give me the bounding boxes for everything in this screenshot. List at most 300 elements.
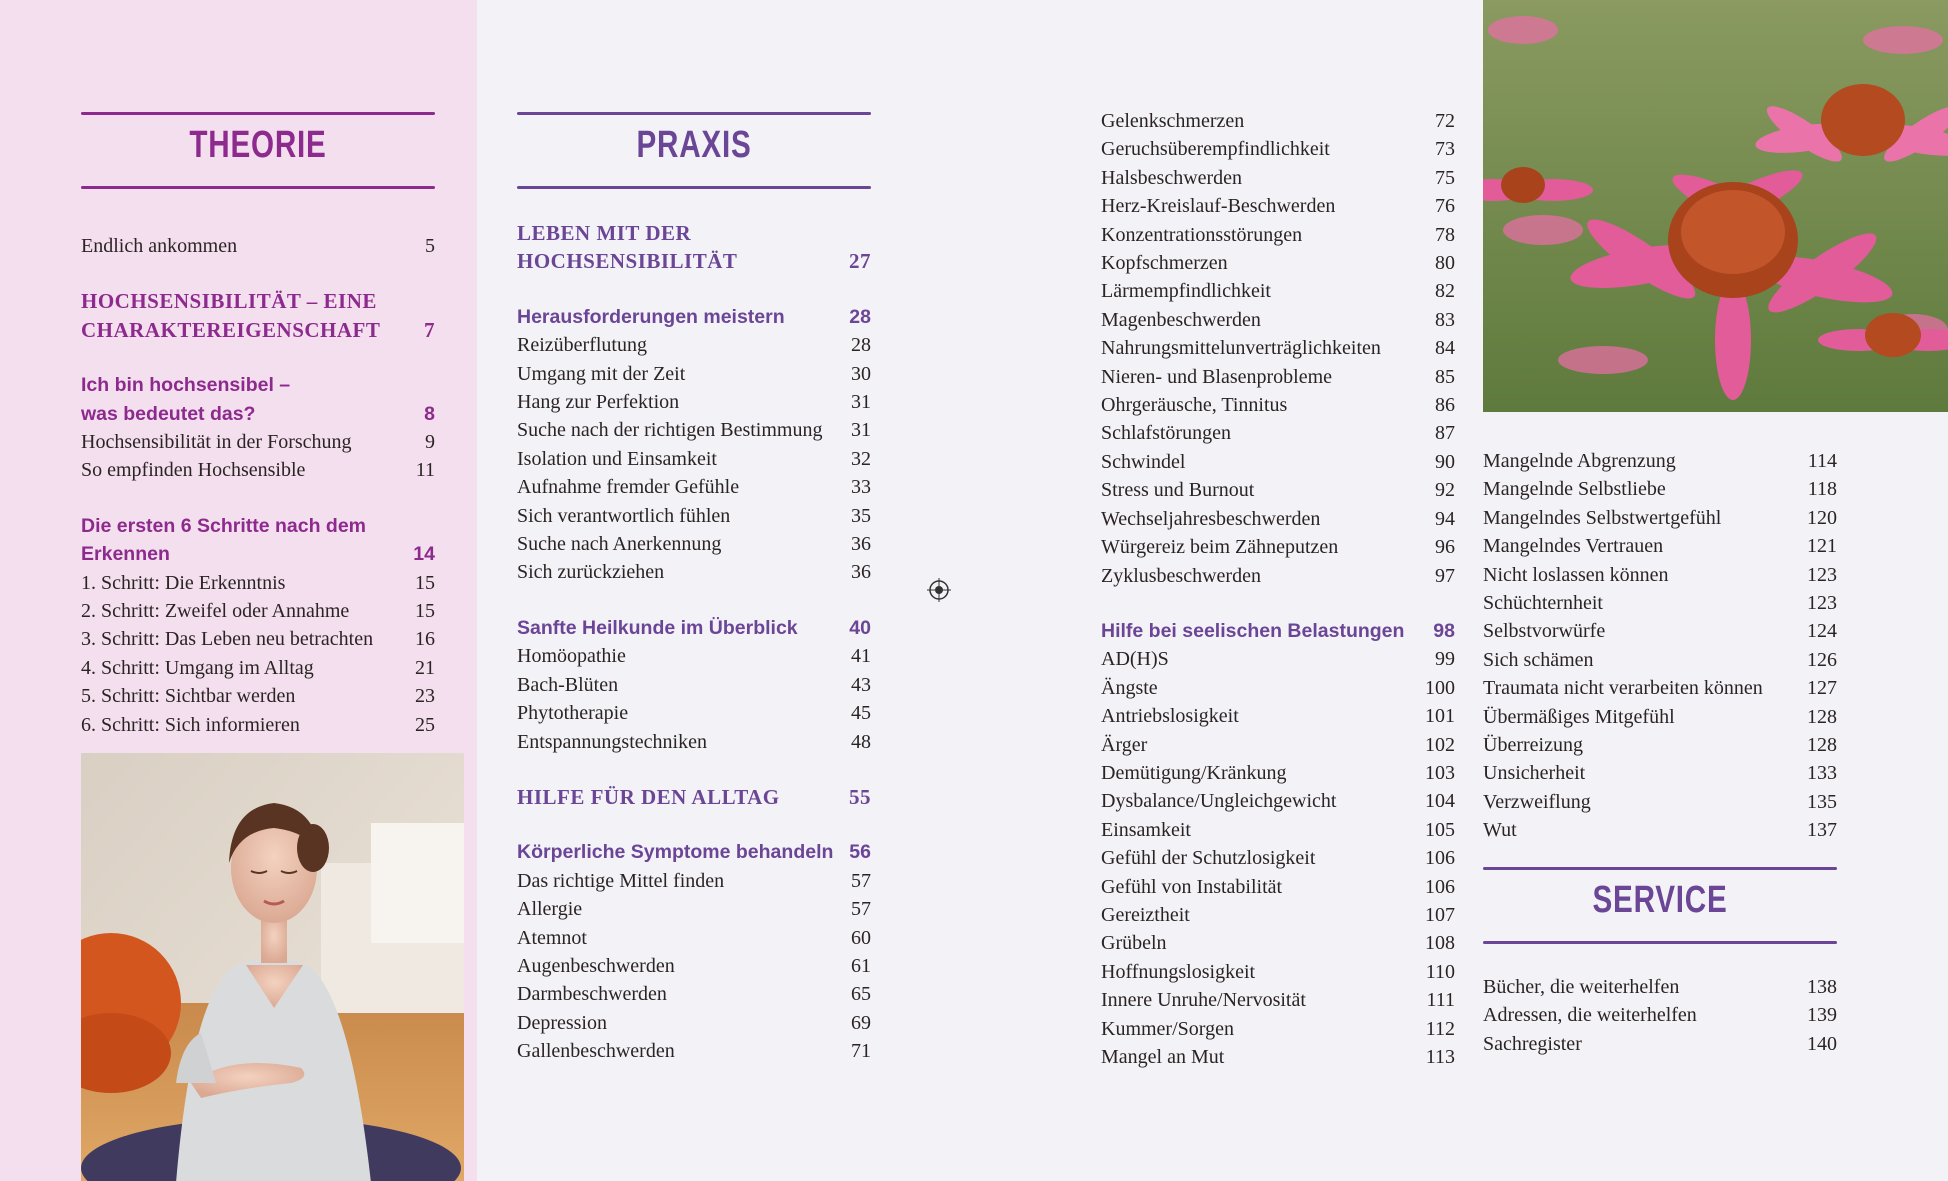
toc-page-number: 28 bbox=[849, 305, 871, 328]
toc-entry[interactable] bbox=[517, 331, 871, 359]
toc-entry[interactable] bbox=[517, 530, 871, 558]
toc-entry-label bbox=[81, 371, 290, 428]
toc-entry[interactable] bbox=[1101, 107, 1455, 135]
toc-page-number: 103 bbox=[1425, 761, 1455, 784]
heading-rule-bottom bbox=[81, 186, 435, 189]
toc-entry-label: Gelenkschmerzen bbox=[1101, 110, 1245, 132]
toc-entry[interactable] bbox=[517, 924, 871, 952]
toc-entry-label: Sich verantwortlich fühlen bbox=[517, 504, 731, 527]
praxis-heading bbox=[517, 112, 871, 222]
toc-page-number: 104 bbox=[1425, 790, 1455, 813]
toc-page-number: 32 bbox=[851, 447, 871, 470]
toc-entry-label: Allergie bbox=[517, 898, 583, 921]
toc-entry-label: Homöopathie bbox=[517, 645, 626, 668]
toc-entry[interactable] bbox=[517, 1009, 871, 1037]
toc-entry[interactable] bbox=[1483, 561, 1837, 589]
toc-entry-label: Adressen, die weiterhelfen bbox=[1483, 1004, 1697, 1027]
toc-entry[interactable] bbox=[517, 558, 871, 586]
toc-entry[interactable] bbox=[1101, 164, 1455, 192]
toc-entry-label: Zyklusbeschwerden bbox=[1101, 564, 1261, 587]
toc-entry[interactable] bbox=[81, 682, 435, 710]
toc-entry-label-line: HOCHSENSIBILITÄT – EINE bbox=[81, 289, 377, 314]
toc-entry[interactable] bbox=[517, 895, 871, 923]
toc-entry-label-line: HOCHSENSIBILITÄT bbox=[517, 249, 738, 274]
toc-entry[interactable] bbox=[1101, 958, 1455, 986]
toc-entry-label: Geruchsüberempfindlichkeit bbox=[1101, 138, 1330, 161]
toc-entry-label: Einsamkeit bbox=[1101, 818, 1191, 841]
toc-page-number: 87 bbox=[1435, 422, 1455, 445]
toc-entry[interactable] bbox=[1483, 759, 1837, 787]
toc-entry[interactable] bbox=[1101, 249, 1455, 277]
praxis-continued-toc-2 bbox=[1483, 447, 1837, 845]
toc-page-number: 133 bbox=[1807, 762, 1837, 785]
toc-page-number: 121 bbox=[1807, 535, 1837, 558]
toc-entry[interactable] bbox=[1483, 646, 1837, 674]
toc-entry-label: 6. Schritt: Sich informieren bbox=[81, 713, 300, 736]
toc-entry[interactable] bbox=[1101, 476, 1455, 504]
toc-entry-label: Magenbeschwerden bbox=[1101, 308, 1261, 331]
toc-entry[interactable] bbox=[1101, 448, 1455, 476]
toc-entry[interactable] bbox=[1101, 334, 1455, 362]
toc-entry-label: Augenbeschwerden bbox=[517, 954, 675, 977]
toc-entry-label: Bücher, die weiterhelfen bbox=[1483, 975, 1680, 998]
toc-entry[interactable] bbox=[1101, 844, 1455, 872]
toc-entry-label bbox=[517, 838, 833, 866]
toc-entry[interactable] bbox=[1101, 986, 1455, 1014]
toc-entry-label: Gefühl von Instabilität bbox=[1101, 875, 1283, 898]
praxis-continued-column bbox=[1101, 107, 1455, 1071]
toc-page-number: 40 bbox=[849, 616, 871, 639]
spacer bbox=[517, 811, 871, 838]
toc-entry-label: Selbstvorwürfe bbox=[1483, 620, 1606, 643]
toc-entry[interactable] bbox=[1101, 221, 1455, 249]
flower-photo bbox=[1483, 0, 1948, 412]
toc-page-number: 5 bbox=[425, 235, 435, 257]
toc-subsection-heading[interactable] bbox=[517, 838, 871, 866]
toc-entry-label: Unsicherheit bbox=[1483, 762, 1586, 785]
toc-entry[interactable] bbox=[81, 569, 435, 597]
toc-entry-label-line: Erkennen bbox=[81, 543, 170, 566]
praxis-continued-toc bbox=[1101, 107, 1455, 1071]
toc-entry-label bbox=[81, 287, 380, 344]
toc-entry[interactable] bbox=[1483, 447, 1837, 475]
toc-page-number: 21 bbox=[415, 656, 435, 679]
toc-page-number: 25 bbox=[415, 713, 435, 736]
heading-rule-top bbox=[517, 112, 871, 115]
toc-entry[interactable] bbox=[81, 456, 435, 484]
toc-entry[interactable] bbox=[1101, 1043, 1455, 1071]
toc-entry-label: 2. Schritt: Zweifel oder Annahme bbox=[81, 600, 350, 623]
toc-entry-label: Mangel an Mut bbox=[1101, 1046, 1225, 1068]
toc-entry[interactable] bbox=[517, 699, 871, 727]
spacer bbox=[1101, 590, 1455, 617]
toc-entry-label: Mangelndes Selbstwertgefühl bbox=[1483, 506, 1722, 529]
toc-chapter-heading[interactable] bbox=[81, 287, 435, 344]
toc-page-number: 78 bbox=[1435, 223, 1455, 246]
toc-page-number: 55 bbox=[849, 784, 871, 809]
toc-entry-label: Nicht loslassen können bbox=[1483, 563, 1669, 586]
toc-entry[interactable] bbox=[81, 232, 435, 260]
toc-entry[interactable] bbox=[1483, 731, 1837, 759]
toc-page-number: 61 bbox=[851, 954, 871, 977]
toc-entry-label: Gefühl der Schutzlosigkeit bbox=[1101, 847, 1316, 870]
toc-entry-label-line: Körperliche Symptome behandeln bbox=[517, 841, 834, 864]
toc-entry[interactable] bbox=[1483, 674, 1837, 702]
praxis-column bbox=[517, 112, 871, 1066]
toc-entry-label: Darmbeschwerden bbox=[517, 983, 667, 1006]
toc-entry-label: Demütigung/Kränkung bbox=[1101, 761, 1287, 784]
toc-entry[interactable] bbox=[517, 867, 871, 895]
meditation-photo bbox=[81, 753, 464, 1181]
toc-entry-label: Antriebslosigkeit bbox=[1101, 705, 1239, 728]
toc-entry-label: Stress und Burnout bbox=[1101, 479, 1255, 502]
toc-entry-label: Aufnahme fremder Gefühle bbox=[517, 476, 740, 499]
toc-entry[interactable] bbox=[1101, 759, 1455, 787]
toc-page-number: 96 bbox=[1435, 536, 1455, 559]
toc-page-number: 28 bbox=[851, 334, 871, 357]
toc-entry-label: Verzweiflung bbox=[1483, 790, 1591, 813]
toc-entry-label: Suche nach der richtigen Bestimmung bbox=[517, 419, 823, 442]
toc-page-number: 111 bbox=[1426, 989, 1455, 1012]
toc-entry[interactable] bbox=[517, 445, 871, 473]
toc-entry-label: Lärmempfindlichkeit bbox=[1101, 280, 1271, 303]
toc-entry[interactable] bbox=[1101, 562, 1455, 590]
toc-page-number: 82 bbox=[1435, 280, 1455, 303]
toc-entry-label: Überreizung bbox=[1483, 734, 1583, 757]
toc-entry-label: Schlafstörungen bbox=[1101, 422, 1231, 445]
toc-entry[interactable] bbox=[1101, 192, 1455, 220]
toc-entry-label-line: Ich bin hochsensibel – bbox=[81, 374, 291, 397]
toc-page-number: 80 bbox=[1435, 252, 1455, 275]
toc-page-number: 107 bbox=[1425, 903, 1455, 926]
spacer bbox=[517, 756, 871, 783]
toc-entry-label: Depression bbox=[517, 1011, 607, 1034]
toc-entry[interactable] bbox=[1483, 973, 1837, 1001]
toc-entry-label: Wechseljahresbeschwerden bbox=[1101, 507, 1321, 530]
toc-page-number: 100 bbox=[1425, 676, 1455, 699]
heading-rule-bottom bbox=[1483, 941, 1837, 944]
toc-page-number: 138 bbox=[1807, 975, 1837, 998]
toc-entry[interactable] bbox=[81, 428, 435, 456]
toc-subsection-heading[interactable] bbox=[517, 614, 871, 642]
toc-entry-label: Kummer/Sorgen bbox=[1101, 1017, 1234, 1040]
section-title: THEORIE bbox=[189, 124, 327, 166]
toc-entry[interactable] bbox=[1101, 702, 1455, 730]
toc-page-number: 135 bbox=[1807, 790, 1837, 813]
toc-page-number: 98 bbox=[1433, 619, 1455, 642]
toc-subsection-heading[interactable] bbox=[1101, 617, 1455, 645]
toc-page-number: 41 bbox=[851, 645, 871, 668]
toc-entry[interactable] bbox=[517, 952, 871, 980]
praxis-toc bbox=[517, 219, 871, 1066]
toc-entry[interactable] bbox=[1101, 731, 1455, 759]
toc-entry-label bbox=[517, 614, 798, 642]
toc-entry-label: Ohrgeräusche, Tinnitus bbox=[1101, 394, 1288, 417]
toc-page-number: 110 bbox=[1425, 960, 1455, 983]
spacer bbox=[81, 485, 435, 512]
toc-page-number: 90 bbox=[1435, 450, 1455, 473]
toc-page-number: 139 bbox=[1807, 1004, 1837, 1027]
toc-page-number: 128 bbox=[1807, 705, 1837, 728]
toc-page-number: 112 bbox=[1425, 1017, 1455, 1040]
toc-entry-label-line: Sanfte Heilkunde im Überblick bbox=[517, 616, 798, 639]
toc-entry[interactable] bbox=[517, 642, 871, 670]
toc-entry[interactable] bbox=[517, 671, 871, 699]
praxis-continued-column-2 bbox=[1483, 447, 1837, 1058]
toc-entry-label: Umgang mit der Zeit bbox=[517, 362, 686, 385]
toc-entry-label: So empfinden Hochsensible bbox=[81, 459, 306, 482]
toc-entry-label bbox=[517, 219, 737, 276]
toc-page-number: 140 bbox=[1807, 1032, 1837, 1055]
toc-entry-label: Phytotherapie bbox=[517, 702, 629, 725]
toc-entry[interactable] bbox=[1483, 475, 1837, 503]
toc-page-number: 105 bbox=[1425, 818, 1455, 841]
toc-page-number: 60 bbox=[851, 926, 871, 949]
toc-page-number: 86 bbox=[1435, 394, 1455, 417]
toc-page-number: 15 bbox=[415, 571, 435, 594]
toc-entry[interactable] bbox=[1483, 1001, 1837, 1029]
toc-entry-label-line: was bedeutet das? bbox=[81, 402, 256, 425]
toc-entry-label: Entspannungstechniken bbox=[517, 730, 707, 753]
toc-entry[interactable] bbox=[1101, 929, 1455, 957]
toc-entry-label: Bach-Blüten bbox=[517, 673, 619, 696]
toc-page-number: 16 bbox=[415, 628, 435, 651]
toc-entry-label: 5. Schritt: Sichtbar werden bbox=[81, 685, 296, 708]
echinacea-flowers-illustration bbox=[1483, 0, 1948, 412]
toc-entry[interactable] bbox=[1101, 533, 1455, 561]
toc-page-number: 23 bbox=[415, 685, 435, 708]
theorie-toc bbox=[81, 232, 435, 739]
toc-entry-label: Mangelndes Vertrauen bbox=[1483, 535, 1664, 558]
toc-page-number: 106 bbox=[1425, 875, 1455, 898]
toc-entry[interactable] bbox=[1483, 788, 1837, 816]
toc-page-number: 14 bbox=[413, 543, 435, 566]
toc-entry-label: Innere Unruhe/Nervosität bbox=[1101, 989, 1306, 1012]
toc-page-number: 71 bbox=[851, 1040, 871, 1063]
toc-page-number: 11 bbox=[415, 459, 435, 482]
toc-entry[interactable] bbox=[1101, 277, 1455, 305]
toc-page-number: 30 bbox=[851, 362, 871, 385]
toc-entry-label: Gallenbeschwerden bbox=[517, 1040, 675, 1063]
service-toc bbox=[1483, 973, 1837, 1058]
toc-page-number: 7 bbox=[424, 317, 435, 342]
toc-page-number: 8 bbox=[424, 402, 435, 425]
toc-entry[interactable] bbox=[1101, 901, 1455, 929]
toc-page-number: 33 bbox=[851, 476, 871, 499]
toc-entry[interactable] bbox=[1483, 617, 1837, 645]
toc-entry-label bbox=[1101, 617, 1404, 645]
toc-page-number: 83 bbox=[1435, 308, 1455, 331]
toc-entry[interactable] bbox=[1483, 1030, 1837, 1058]
toc-entry[interactable] bbox=[1101, 816, 1455, 844]
toc-entry[interactable] bbox=[517, 388, 871, 416]
toc-page-number: 36 bbox=[851, 533, 871, 556]
toc-page-number: 94 bbox=[1435, 507, 1455, 530]
toc-entry-label: Schüchternheit bbox=[1483, 592, 1603, 615]
toc-entry-label: Traumata nicht verarbeiten können bbox=[1483, 677, 1763, 700]
toc-page-number: 101 bbox=[1425, 705, 1455, 728]
toc-subsection-heading[interactable] bbox=[517, 303, 871, 331]
toc-entry[interactable] bbox=[517, 502, 871, 530]
spacer bbox=[81, 260, 435, 287]
toc-page-number: 69 bbox=[851, 1011, 871, 1034]
toc-entry[interactable] bbox=[1101, 505, 1455, 533]
spacer bbox=[517, 276, 871, 303]
section-title: PRAXIS bbox=[636, 124, 752, 166]
toc-entry[interactable] bbox=[81, 654, 435, 682]
toc-entry[interactable] bbox=[517, 980, 871, 1008]
toc-entry[interactable] bbox=[1483, 816, 1837, 844]
toc-entry-label-line: Herausforderungen meistern bbox=[517, 305, 785, 328]
toc-entry-label: Ängste bbox=[1101, 676, 1158, 699]
toc-page-number: 108 bbox=[1425, 932, 1455, 955]
toc-entry[interactable] bbox=[1483, 532, 1837, 560]
toc-page-number: 45 bbox=[851, 702, 871, 725]
toc-entry-label: Grübeln bbox=[1101, 932, 1167, 955]
toc-entry[interactable] bbox=[81, 711, 435, 739]
toc-entry-label: Schwindel bbox=[1101, 450, 1186, 473]
toc-entry-label: Suche nach Anerkennung bbox=[517, 533, 722, 556]
toc-entry[interactable] bbox=[1101, 306, 1455, 334]
toc-page-number: 31 bbox=[851, 391, 871, 414]
toc-entry-label: AD(H)S bbox=[1101, 648, 1169, 671]
toc-page-number: 65 bbox=[851, 983, 871, 1006]
toc-entry-label: Mangelnde Abgrenzung bbox=[1483, 450, 1676, 472]
toc-page-number: 56 bbox=[849, 841, 871, 864]
toc-page-number: 120 bbox=[1807, 506, 1837, 529]
toc-entry-label: Herz-Kreislauf-Beschwerden bbox=[1101, 195, 1336, 218]
toc-page-number: 126 bbox=[1807, 648, 1837, 671]
toc-page-number: 36 bbox=[851, 561, 871, 584]
toc-entry-label: Übermäßiges Mitgefühl bbox=[1483, 705, 1675, 728]
toc-entry-label: 1. Schritt: Die Erkenntnis bbox=[81, 571, 286, 594]
spacer bbox=[81, 344, 435, 371]
toc-page-number: 106 bbox=[1425, 847, 1455, 870]
toc-page-number: 31 bbox=[851, 419, 871, 442]
toc-page-number: 84 bbox=[1435, 337, 1455, 360]
toc-subsection-heading[interactable] bbox=[81, 371, 435, 428]
toc-entry-label: Isolation und Einsamkeit bbox=[517, 447, 717, 470]
toc-page-number: 73 bbox=[1435, 138, 1455, 161]
toc-page-number: 123 bbox=[1807, 592, 1837, 615]
toc-entry-label-line: Hilfe bei seelischen Belastungen bbox=[1101, 619, 1405, 642]
toc-page-number: 118 bbox=[1807, 478, 1837, 501]
toc-entry-label: Wut bbox=[1483, 819, 1517, 842]
toc-entry-label bbox=[517, 303, 785, 331]
toc-entry[interactable] bbox=[1101, 1015, 1455, 1043]
toc-page-number: 57 bbox=[851, 898, 871, 921]
toc-entry[interactable] bbox=[517, 728, 871, 756]
toc-entry-label: Hang zur Perfektion bbox=[517, 391, 680, 414]
toc-page-number: 127 bbox=[1807, 677, 1837, 700]
toc-entry-label: Sich schämen bbox=[1483, 648, 1594, 671]
toc-entry[interactable] bbox=[1101, 419, 1455, 447]
toc-page-number: 27 bbox=[849, 249, 871, 274]
toc-page-number: 43 bbox=[851, 673, 871, 696]
toc-chapter-heading[interactable] bbox=[517, 219, 871, 276]
toc-entry[interactable] bbox=[517, 416, 871, 444]
toc-page-number: 99 bbox=[1435, 648, 1455, 671]
toc-page-number: 113 bbox=[1425, 1046, 1455, 1068]
toc-entry-label: Atemnot bbox=[517, 926, 587, 949]
toc-page-number: 137 bbox=[1807, 819, 1837, 842]
toc-page-number: 76 bbox=[1435, 195, 1455, 218]
toc-entry-label: Sachregister bbox=[1483, 1032, 1582, 1055]
toc-entry[interactable] bbox=[1101, 363, 1455, 391]
toc-entry-label: Kopfschmerzen bbox=[1101, 252, 1228, 275]
toc-entry-label: Nahrungsmittelunverträglichkeiten bbox=[1101, 337, 1381, 360]
toc-entry-label: Reizüberflutung bbox=[517, 334, 647, 357]
toc-page-number: 102 bbox=[1425, 733, 1455, 756]
toc-entry[interactable] bbox=[1101, 391, 1455, 419]
toc-entry-label: Sich zurückziehen bbox=[517, 561, 665, 584]
toc-entry[interactable] bbox=[1101, 873, 1455, 901]
toc-entry-label: Halsbeschwerden bbox=[1101, 166, 1243, 189]
toc-page-number: 124 bbox=[1807, 620, 1837, 643]
toc-entry-label-line: HILFE FÜR DEN ALLTAG bbox=[517, 784, 780, 809]
toc-chapter-heading[interactable] bbox=[517, 783, 871, 811]
toc-page-number: 92 bbox=[1435, 479, 1455, 502]
toc-entry[interactable] bbox=[1101, 645, 1455, 673]
toc-entry[interactable] bbox=[517, 473, 871, 501]
registration-mark-icon bbox=[927, 578, 951, 602]
toc-page-number: 15 bbox=[415, 600, 435, 623]
toc-entry-label-line: CHARAKTEREIGENSCHAFT bbox=[81, 317, 381, 342]
spacer bbox=[517, 587, 871, 614]
toc-page-number: 72 bbox=[1435, 110, 1455, 132]
toc-entry-label: Gereiztheit bbox=[1101, 903, 1190, 926]
toc-entry-label: Dysbalance/Ungleichgewicht bbox=[1101, 790, 1337, 813]
toc-entry-label: Würgereiz beim Zähneputzen bbox=[1101, 536, 1339, 559]
toc-entry[interactable] bbox=[1483, 504, 1837, 532]
toc-entry[interactable] bbox=[1101, 674, 1455, 702]
toc-entry-label: Nieren- und Blasenprobleme bbox=[1101, 365, 1333, 388]
service-heading bbox=[1483, 867, 1837, 977]
toc-page-number: 75 bbox=[1435, 166, 1455, 189]
toc-entry[interactable] bbox=[517, 360, 871, 388]
toc-entry[interactable] bbox=[1101, 787, 1455, 815]
toc-entry-label bbox=[81, 512, 366, 569]
toc-page-number: 35 bbox=[851, 504, 871, 527]
toc-entry[interactable] bbox=[81, 597, 435, 625]
toc-entry-label: Hochsensibilität in der Forschung bbox=[81, 431, 352, 454]
toc-subsection-heading[interactable] bbox=[81, 512, 435, 569]
theorie-column bbox=[81, 112, 435, 739]
toc-page-number: 85 bbox=[1435, 365, 1455, 388]
woman-meditating-illustration bbox=[81, 753, 464, 1181]
toc-entry[interactable] bbox=[1483, 703, 1837, 731]
toc-page-number: 57 bbox=[851, 869, 871, 892]
toc-entry[interactable] bbox=[1101, 135, 1455, 163]
toc-page-number: 48 bbox=[851, 730, 871, 753]
heading-rule-bottom bbox=[517, 186, 871, 189]
toc-page-number: 128 bbox=[1807, 734, 1837, 757]
toc-page-number: 114 bbox=[1807, 450, 1837, 472]
toc-entry-label: Konzentrationsstörungen bbox=[1101, 223, 1303, 246]
toc-entry-label: Ärger bbox=[1101, 733, 1148, 756]
toc-entry[interactable] bbox=[1483, 589, 1837, 617]
toc-entry-label: Mangelnde Selbstliebe bbox=[1483, 478, 1666, 501]
toc-entry-label: 4. Schritt: Umgang im Alltag bbox=[81, 656, 314, 679]
toc-entry-label bbox=[517, 783, 780, 811]
heading-rule-top bbox=[1483, 867, 1837, 870]
toc-entry-label: 3. Schritt: Das Leben neu betrachten bbox=[81, 628, 374, 651]
toc-entry-label-line: Die ersten 6 Schritte nach dem bbox=[81, 514, 367, 537]
toc-entry[interactable] bbox=[517, 1037, 871, 1065]
toc-entry-label-line: LEBEN MIT DER bbox=[517, 221, 692, 245]
toc-entry-label: Hoffnungslosigkeit bbox=[1101, 960, 1256, 983]
toc-entry[interactable] bbox=[81, 625, 435, 653]
